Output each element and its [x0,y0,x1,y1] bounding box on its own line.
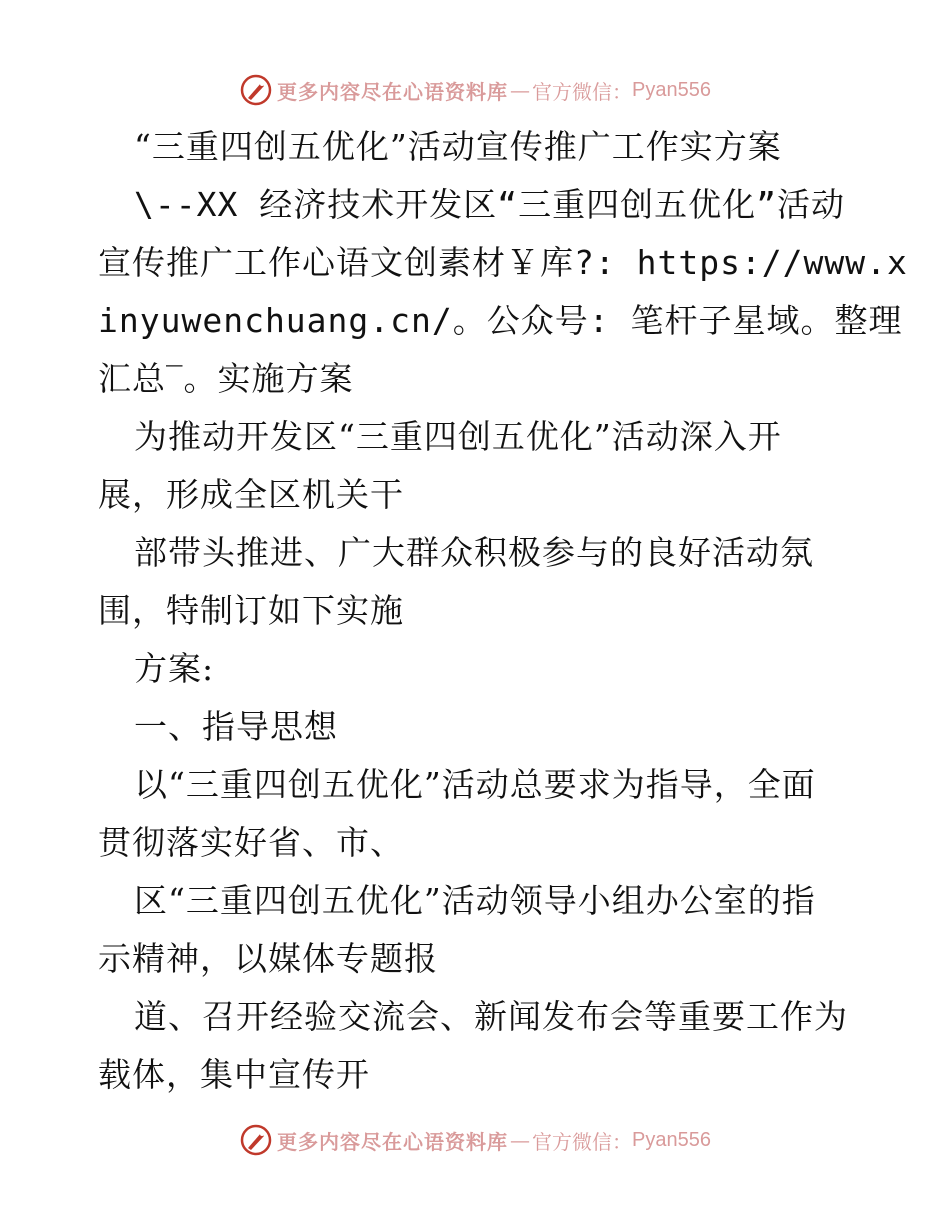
watermark-site-text: 更多内容尽在心语资料库 [277,79,509,104]
text-line: 贯彻落实好省、市、 [98,823,404,862]
text-line: 区“三重四创五优化”活动领导小组办公室的指 [134,881,816,920]
text-line: inyuwenchuang.cn/。公众号: 笔杆子星域。整理 [98,301,903,340]
document-body [98,118,908,1104]
watermark-label: 官方微信： [532,79,633,104]
text-line: 围，特制订如下实施 [98,591,404,630]
footer-watermark [0,1120,950,1160]
text-line: 道、召开经验交流会、新闻发布会等重要工作为 [134,997,848,1036]
text-line: 部带头推进、广大群众积极参与的良好活动氛 [134,533,814,572]
text-line: 方案: [134,649,215,688]
watermark-id: Pyan556 [632,78,711,101]
text-line: 示精神，以媒体专题报 [98,939,438,978]
header-watermark [0,70,950,110]
text-line: 以“三重四创五优化”活动总要求为指导，全面 [134,765,816,804]
watermark-id: Pyan556 [632,1128,711,1151]
text-line: 宣传推广工作心语文创素材￥库?: https://www.x [98,243,908,282]
text-line: 展，形成全区机关干 [98,475,404,514]
pen-logo-icon [239,1123,273,1157]
document-title: “三重四创五优化”活动宣传推广工作实方案 [134,127,782,166]
text-line: 汇总‾。实施方案 [98,359,354,398]
text-line: 为推动开发区“三重四创五优化”活动深入开 [134,417,782,456]
watermark-dash: — [510,78,531,102]
watermark-dash: — [510,1128,531,1152]
watermark-label: 官方微信： [532,1129,633,1154]
pen-logo-icon [239,73,273,107]
watermark-site-text: 更多内容尽在心语资料库 [277,1129,509,1154]
section-heading: 一、指导思想 [134,707,338,746]
text-line: 载体，集中宣传开 [98,1055,370,1094]
text-line: \--XX 经济技术开发区“三重四创五优化”活动 [134,185,845,224]
